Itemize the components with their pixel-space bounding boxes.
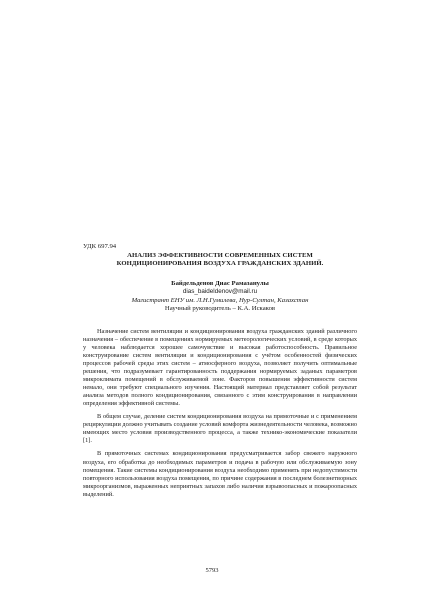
body-paragraph-3: В прямоточных системах кондиционирования предусматривается забор свежего наружного воздуха, его обработка до необходимых параметров и подача в рабочую или обслуживаемую зону помещения. Такие системы кондиционирования воздуха необходимо применять при недопустимости повторного использования воздуха помещения, по причине содержания в последнем болезнетворных микроорганизмов, выраженных неприятных запахов либо наличия взрывоопасных и пожароопасных выделений.: [83, 450, 357, 498]
body-paragraph-1: Назначение систем вентиляции и кондиционирования воздуха гражданских зданий различного назначения – обеспечение в помещениях нормируемых метеорологических условий, в среде которых у человека наблюдается хорошее самочувствие и высокая работоспособность. Правильное конструирование систем вентиляции и кондиционирования с учётом особенностей физических процессов рабочей среды этих систем – атмосферного воздуха, позволяет получить оптимальные решения, что подразумевает гарантированность поддержания нормируемых заданых параметров микроклимата помещений в обслуживаемой зоне. Факторов повышения эффективности систем немало, они требуют специального изучения. Настоящий материал представляет собой результат анализа методов полного кондиционирования, связанного с этим конструирования в направлении определения эффективной системы.: [83, 327, 357, 408]
author-name: Байдельденов Диас Рамазанулы: [171, 279, 269, 287]
author-block: [83, 280, 357, 314]
udk-code: УДК 697.94: [83, 243, 117, 250]
article-title: [83, 252, 357, 269]
article-body: [83, 328, 357, 499]
article-content: [83, 243, 357, 504]
scientific-supervisor: Научный руководитель – К.А. Искаков: [164, 305, 276, 313]
page-number: 5793: [205, 567, 219, 574]
article-title-line-2: КОНДИЦИОНИРОВАНИЯ ВОЗДУХА ГРАЖДАНСКИХ ЗДАНИЙ.: [116, 260, 324, 268]
author-email: dias_baideldenov@mail.ru: [182, 288, 258, 296]
body-paragraph-2: В общем случае, деление систем кондиционирования воздуха на прямоточные и с применением рециркуляции должно учитывать создание условий комфорта жизнедеятельности человека, возможно имеющих место условия производственного процесса, а также технико-экономические показатели [1].: [83, 413, 357, 445]
author-affiliation: Магистрант ЕНУ им. Л.Н.Гумилева, Нур-Султан, Казахстан: [131, 296, 309, 304]
article-title-line-1: АНАЛИЗ ЭФФЕКТИВНОСТИ СОВРЕМЕННЫХ СИСТЕМ: [127, 252, 313, 259]
